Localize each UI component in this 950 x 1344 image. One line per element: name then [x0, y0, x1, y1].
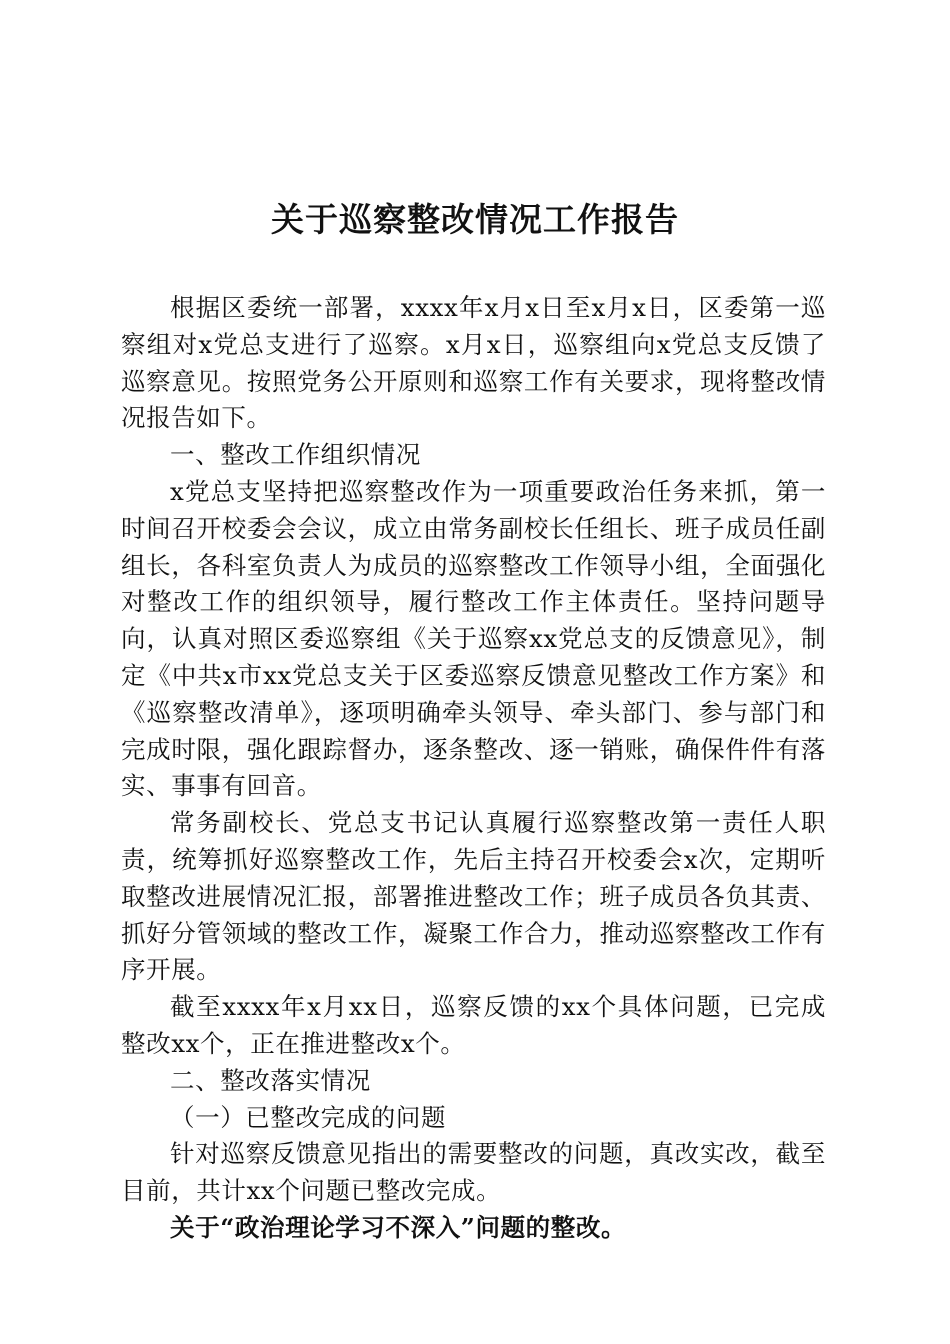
- intro-paragraph: 根据区委统一部署，xxxx年x月x日至x月x日，区委第一巡察组对x党总支进行了巡察。x月x日，巡察组向x党总支反馈了巡察意见。按照党务公开原则和巡察工作有关要求，现将整改情况报告如下。: [121, 293, 826, 433]
- body-paragraph: 针对巡察反馈意见指出的需要整改的问题，真改实改，截至目前，共计xx个问题已整改完成。: [121, 1139, 826, 1206]
- section-heading-implementation: 二、整改落实情况: [170, 1065, 371, 1095]
- body-paragraph: 截至xxxx年x月xx日，巡察反馈的xx个具体问题，已完成整改xx个，正在推进整改x个。: [121, 992, 826, 1058]
- bold-subheading: 关于“政治理论学习不深入”问题的整改。: [170, 1212, 627, 1242]
- body-paragraph: 常务副校长、党总支书记认真履行巡察整改第一责任人职责，统筹抓好巡察整改工作，先后主持召开校委会x次，定期听取整改进展情况汇报，部署推进整改工作；班子成员各负其责、抓好分管领域的整改工作，凝聚工作合力，推动巡察整改工作有序开展。: [121, 808, 826, 985]
- page-title: 关于巡察整改情况工作报告: [271, 200, 679, 239]
- section-heading-organization: 一、整改工作组织情况: [170, 440, 421, 470]
- document-body: [121, 290, 826, 1247]
- subsection-heading-completed: （一）已整改完成的问题: [170, 1102, 447, 1132]
- body-paragraph: x党总支坚持把巡察整改作为一项重要政治任务来抓，第一时间召开校委会会议，成立由常务副校长任组长、班子成员任副组长，各科室负责人为成员的巡察整改工作领导小组，全面强化对整改工作的组织领导，履行整改工作主体责任。坚持问题导向，认真对照区委巡察组《关于巡察xx党总支的反馈意见》，制定《中共x市xx党总支关于区委巡察反馈意见整改工作方案》和《巡察整改清单》，逐项明确牵头领导、牵头部门、参与部门和完成时限，强化跟踪督办，逐条整改、逐一销账，确保件件有落实、事事有回音。: [121, 476, 826, 801]
